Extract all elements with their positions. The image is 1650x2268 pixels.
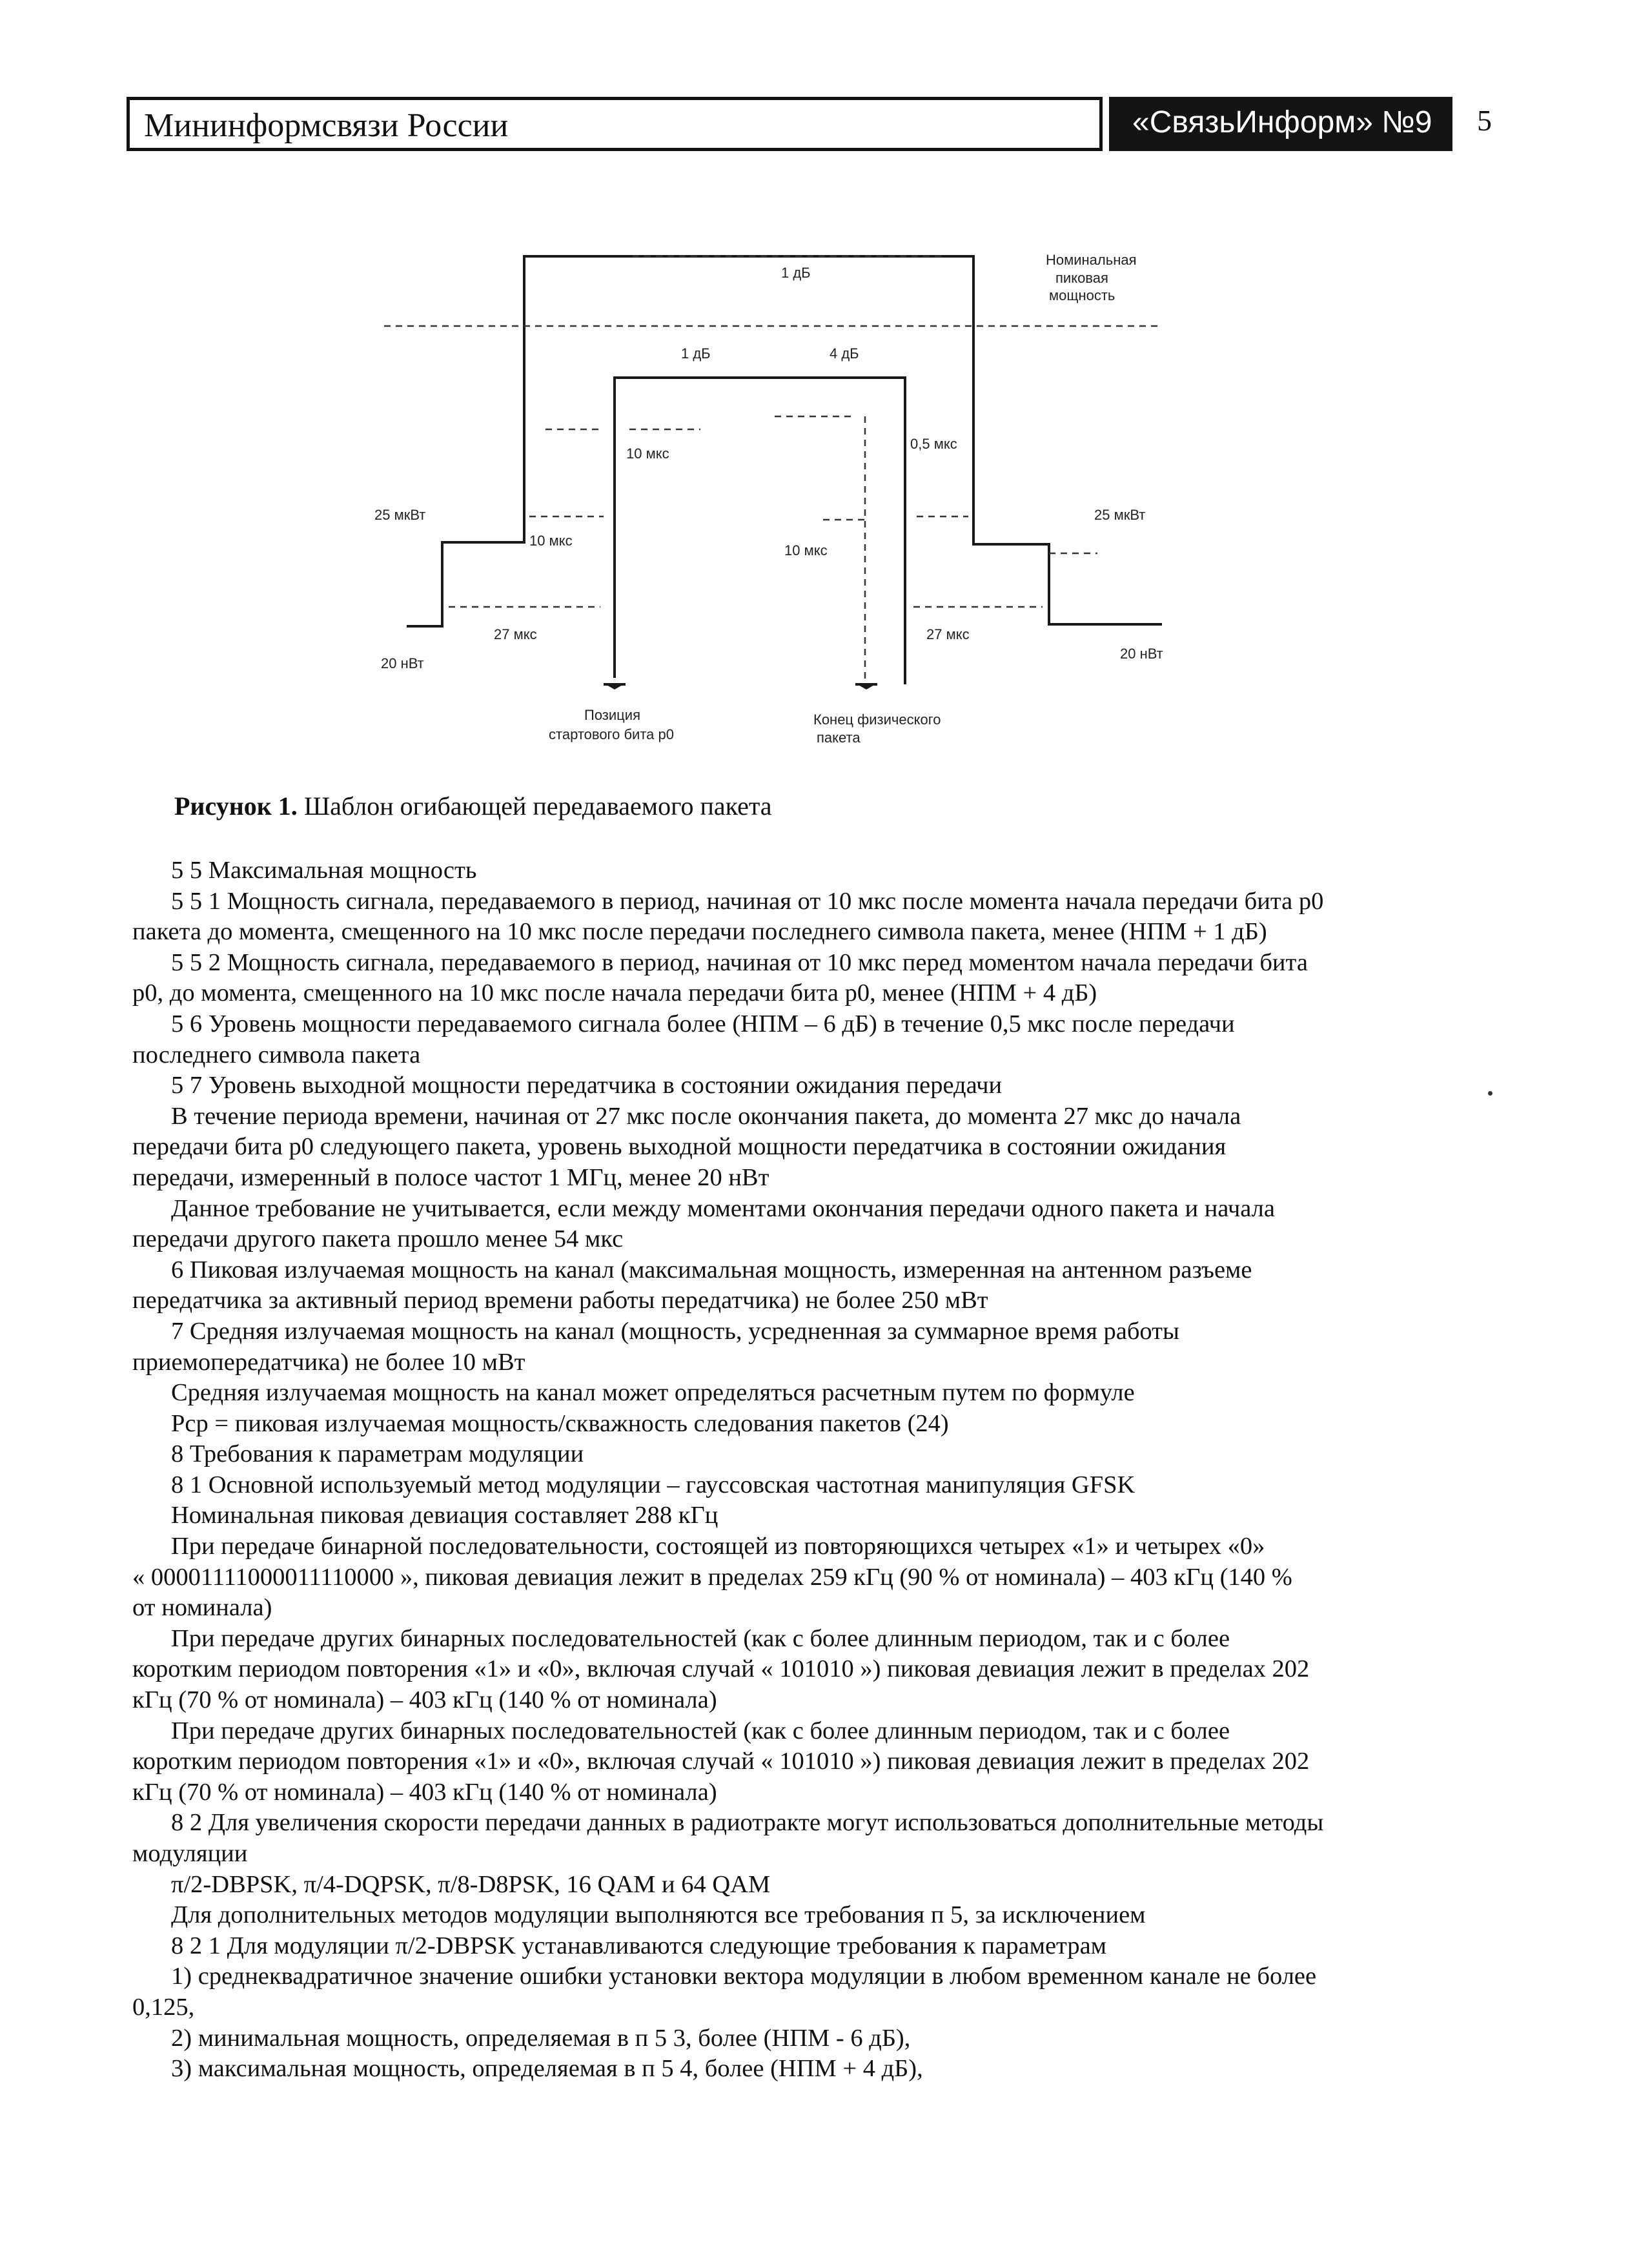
text-line: 2) минимальная мощность, определяемая в п 5 3, более (НПМ - 6 дБ),	[171, 2024, 911, 2052]
fig-label-db4: 4 дБ	[830, 345, 859, 362]
text-line: При передаче бинарной последовательности, состоящей из повторяющихся четырех «1» и четырех «0»	[171, 1533, 1265, 1560]
fig-label-us10-b: 10 мкс	[529, 533, 573, 549]
fig-label-start-bit-1: Позиция	[584, 707, 640, 723]
fig-label-db1-top: 1 дБ	[781, 265, 811, 281]
text-line: 3) максимальная мощность, определяемая в п 5 4, более (НПМ + 4 дБ),	[171, 2055, 923, 2083]
text-line: 5 5 Максимальная мощность	[171, 857, 477, 884]
text-line: модуляции	[132, 1840, 248, 1867]
header-ministry-box	[127, 97, 1103, 151]
fig-label-packet-end-1: Конец физического	[813, 711, 941, 728]
fig-label-packet-end-2: пакета	[817, 730, 861, 746]
text-line: p0, до момента, смещенного на 10 мкс после начала передачи бита p0, менее (НПМ + 4 дБ)	[132, 979, 1097, 1007]
figure-caption-text: Шаблон огибающей передаваемого пакета	[297, 792, 772, 821]
text-line: 7 Средняя излучаемая мощность на канал (мощность, усредненная за суммарное время работы	[171, 1317, 1179, 1345]
text-line: коротким периодом повторения «1» и «0», включая случай « 101010 ») пиковая девиация лежит в пределах 202	[132, 1748, 1310, 1775]
text-line: Данное требование не учитывается, если между моментами окончания передачи одного пакета и начала	[171, 1194, 1275, 1222]
packet-end-baseline	[855, 683, 877, 686]
figure-envelope-template	[362, 232, 1239, 768]
text-line: кГц (70 % от номинала) – 403 кГц (140 % от номинала)	[132, 1778, 717, 1806]
body-text	[132, 855, 1462, 2085]
start-bit-baseline	[604, 683, 626, 686]
header-journal-box	[1109, 97, 1452, 151]
text-line: 8 2 Для увеличения скорости передачи данных в радиотракте могут использоваться дополнительные методы	[171, 1809, 1324, 1837]
text-line: последнего символа пакета	[132, 1041, 421, 1068]
fig-label-us27-left: 27 мкс	[494, 626, 537, 642]
figure-caption-label: Рисунок 1.	[174, 792, 298, 821]
text-line: передатчика за активный период времени работы передатчика) не более 250 мВт	[132, 1287, 988, 1314]
header-ministry-title: Мининформсвязи России	[144, 107, 509, 144]
text-line: приемопередатчика) не более 10 мВт	[132, 1348, 525, 1376]
fig-label-us10-a: 10 мкс	[626, 445, 669, 462]
text-line: 8 1 Основной используемый метод модуляции – гауссовская частотная манипуляция GFSK	[171, 1471, 1136, 1498]
fig-label-nw20-left: 20 нВт	[381, 655, 424, 671]
text-line: 5 7 Уровень выходной мощности передатчика в состоянии ожидания передачи	[171, 1072, 1003, 1099]
fig-label-start-bit-2: стартового бита p0	[549, 726, 674, 742]
text-line: π/2-DBPSK, π/4-DQPSK, π/8-D8PSK, 16 QAM и 64 QAM	[171, 1870, 771, 1898]
figure-caption	[174, 791, 772, 821]
text-line: коротким периодом повторения «1» и «0», включая случай « 101010 ») пиковая девиация лежит в пределах 202	[132, 1655, 1310, 1683]
fig-label-db1-mid: 1 дБ	[681, 345, 711, 362]
fig-label-nw20-right: 20 нВт	[1120, 646, 1163, 662]
text-line: В течение периода времени, начиная от 27 мкс после окончания пакета, до момента 27 мкс до начала	[171, 1102, 1241, 1130]
text-line: Средняя излучаемая мощность на канал может определяться расчетным путем по формуле	[171, 1379, 1135, 1407]
text-line: 5 5 1 Мощность сигнала, передаваемого в период, начиная от 10 мкс после момента начала передачи бита p0	[171, 887, 1324, 915]
formula-line: Pср = пиковая излучаемая мощность/скважность следования пакетов (24)	[171, 1409, 949, 1437]
fig-label-nominal-1: Номинальная	[1046, 252, 1137, 268]
fig-label-us05: 0,5 мкс	[910, 436, 957, 452]
text-line: При передаче других бинарных последовательностей (как с более длинным периодом, так и с более	[171, 1717, 1230, 1744]
fig-label-us27-right: 27 мкс	[926, 626, 970, 642]
text-line: Номинальная пиковая девиация составляет 288 кГц	[171, 1502, 718, 1529]
fig-label-nw25-right: 25 мкВт	[1094, 507, 1146, 523]
text-line: передачи бита p0 следующего пакета, уровень выходной мощности передатчика в состоянии ожидания	[132, 1133, 1227, 1161]
text-line: от номинала)	[132, 1594, 272, 1622]
text-line: « 00001111000011110000 », пиковая девиация лежит в пределах 259 кГц (90 % от номинала) – 403 кГц (140 %	[132, 1563, 1292, 1591]
fig-label-us10-c: 10 мкс	[784, 542, 828, 558]
inner-mask-line	[615, 378, 905, 684]
text-line: кГц (70 % от номинала) – 403 кГц (140 % от номинала)	[132, 1686, 717, 1714]
text-line: 1) среднеквадратичное значение ошибки установки вектора модуляции в любом временном канале не более	[171, 1963, 1317, 1990]
text-line: 8 2 1 Для модуляции π/2-DBPSK устанавливаются следующие требования к параметрам	[171, 1932, 1107, 1959]
text-line: Для дополнительных методов модуляции выполняются все требования п 5, за исключением	[171, 1901, 1146, 1929]
text-line: передачи, измеренный в полосе частот 1 МГц, менее 20 нВт	[132, 1163, 769, 1191]
text-line: 6 Пиковая излучаемая мощность на канал (максимальная мощность, измеренная на антенном разъеме	[171, 1256, 1252, 1283]
text-line: 5 5 2 Мощность сигнала, передаваемого в период, начиная от 10 мкс перед моментом начала передачи бита	[171, 948, 1308, 976]
text-line: 0,125,	[132, 1993, 195, 2021]
text-line: При передаче других бинарных последовательностей (как с более длинным периодом, так и с более	[171, 1624, 1230, 1652]
header-journal-title: «СвязьИнформ» №9	[1132, 105, 1432, 139]
scan-dot	[1488, 1091, 1492, 1096]
text-line: передачи другого пакета прошло менее 54 мкс	[132, 1225, 624, 1253]
page-number: 5	[1477, 104, 1492, 137]
outer-mask-line	[407, 256, 1162, 626]
fig-label-nominal-3: мощность	[1049, 287, 1115, 303]
text-line: пакета до момента, смещенного на 10 мкс после передачи последнего символа пакета, менее (НПМ + 1 дБ)	[132, 918, 1267, 946]
fig-label-nw25-left: 25 мкВт	[374, 507, 426, 523]
fig-label-nominal-2: пиковая	[1055, 270, 1108, 286]
text-line: 8 Требования к параметрам модуляции	[171, 1440, 584, 1468]
envelope-diagram	[362, 232, 1239, 768]
text-line: 5 6 Уровень мощности передаваемого сигнала более (НПМ – 6 дБ) в течение 0,5 мкс после передачи	[171, 1010, 1235, 1037]
